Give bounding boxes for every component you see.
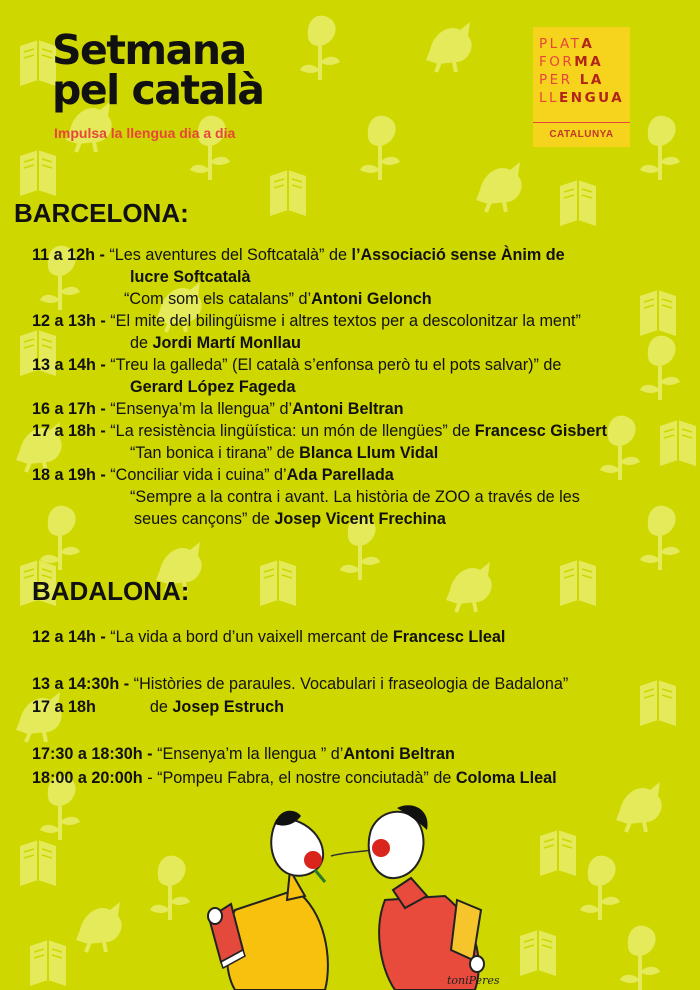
logo-country: CATALUNYA [533,122,630,147]
speaker-name: Josep Estruch [172,698,284,716]
talk-text: seues cançons” de [134,510,275,528]
talk-text: “Les aventures del Softcatalà” de [104,246,352,264]
speaker-name: lucre Softcatalà [130,268,251,286]
event-title [52,26,264,114]
logo-row-bold: LA [572,72,604,88]
talk-text: de [149,698,173,716]
illustrator-signature: toniPeres [447,974,500,987]
time-slot: 16 a 17h - [32,400,106,418]
schedule-line [32,420,607,442]
logo-row-text: LL [539,90,560,106]
talk-text: “La vida a bord d’un vaixell mercant de [105,628,393,646]
schedule-line [32,673,568,695]
schedule-line [130,332,301,354]
speaker-name: Antoni Beltran [343,745,455,763]
time-slot: 13 a 14h - [32,356,106,374]
left-character [208,811,328,990]
logo-row-bold: A [581,36,595,52]
time-slot: 18 a 19h - [32,466,106,484]
talk-text: “Tan bonica i tirana” de [130,444,300,462]
speaker-name: Ada Parellada [286,466,394,484]
badalona-heading: BADALONA: [32,576,190,606]
time-slot: 11 a 12h - [32,246,105,264]
logo-row [539,89,630,107]
logo-row-bold: MA [574,54,604,70]
talk-text: “Ensenya’m la llengua ” d’ [152,745,344,763]
time-slot: 12 a 13h - [32,312,106,330]
schedule-line [134,508,446,530]
logo-row [539,35,630,53]
talk-text: “Històries de paraules. Vocabulari i fraseologia de Badalona” [129,675,569,693]
schedule-line [32,626,505,648]
time-slot: 18:00 a 20:00h [32,769,143,787]
speaker-name: Jordi Martí Monllau [152,334,301,352]
speaker-name: Antoni Gelonch [311,290,432,308]
time-slot: 17:30 a 18:30h - [32,745,153,763]
schedule-line [32,696,284,718]
talk-text: - “Pompeu Fabra, el nostre conciutadà” de [142,769,456,787]
speaker-name: Francesc Lleal [392,628,506,646]
event-title-line-2: pel català [52,66,264,114]
event-title-line-1: Setmana [52,26,246,74]
logo-row-text: FOR [539,54,575,70]
time-slot: 12 a 14h - [32,628,106,646]
schedule-line [130,376,296,398]
speaker-name: Antoni Beltran [292,400,404,418]
talk-text: “Com som els catalans” d’ [124,290,312,308]
talk-text: “El mite del bilingüisme i altres textos per a descolonitzar la ment” [105,312,581,330]
speaker-name: Gerard López Fageda [130,378,296,396]
time-slot: 13 a 14:30h - [32,675,130,693]
logo-row-text: PLAT [539,36,582,52]
speaker-name: Francesc Gisbert [474,422,607,440]
talk-text: “Ensenya’m la llengua” d’ [105,400,293,418]
time-slot: 17 a 18h - [32,422,106,440]
logo-row [539,53,630,71]
schedule-line [130,266,251,288]
characters-illustration [195,800,505,990]
right-character [369,805,484,990]
schedule-line [32,244,565,266]
talk-text: “La resistència lingüística: un món de llengües” de [105,422,475,440]
event-subtitle: Impulsa la llengua dia a dia [54,125,236,141]
plataforma-per-la-llengua-logo [533,27,630,147]
schedule-line [130,442,438,464]
talk-text: “Conciliar vida i cuina” d’ [105,466,287,484]
schedule-line [32,354,561,376]
logo-row [539,71,630,89]
speaker-name: Blanca Llum Vidal [299,444,439,462]
schedule-line [124,288,432,310]
barcelona-heading: BARCELONA: [14,198,189,228]
logo-row-bold: ENGUA [559,90,625,106]
schedule-line [130,486,580,508]
schedule-line [32,743,455,765]
time-slot: 17 a 18h [32,698,96,716]
talk-text: “Treu la galleda” (El català s’enfonsa però tu el pots salvar)” de [105,356,562,374]
speaker-name: l’Associació sense Ànim de [351,246,565,264]
speaker-name: Josep Vicent Frechina [274,510,446,528]
logo-row-text: PER [539,72,573,88]
schedule-line [32,310,581,332]
talk-text: de [130,334,153,352]
speaker-name: Coloma Lleal [455,769,557,787]
schedule-line [32,398,404,420]
schedule-line [32,464,394,486]
talk-text: “Sempre a la contra i avant. La història de ZOO a través de les [130,488,580,506]
schedule-line [32,767,557,789]
